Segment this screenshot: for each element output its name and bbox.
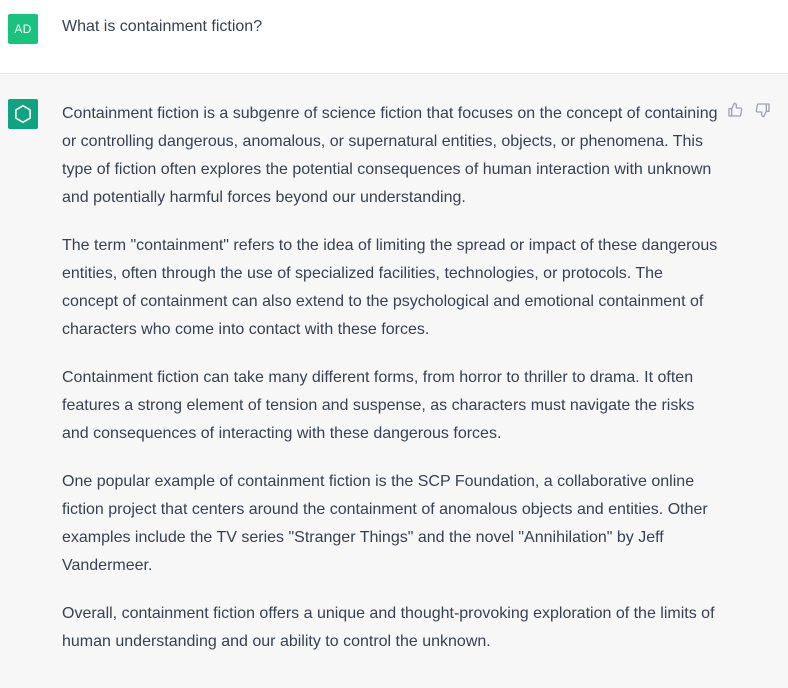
thumbs-up-icon[interactable] [726,101,744,119]
user-message-row [0,0,788,74]
user-message-text: What is containment fiction? [62,18,263,35]
user-avatar: AD [8,14,38,44]
assistant-message-text [62,100,722,676]
openai-logo-icon [8,99,38,129]
assistant-message-row [0,74,788,688]
answer-paragraph: One popular example of containment fiction is the SCP Foundation, a collaborative online fiction project that centers around the containment of anomalous objects and entities. Other examples include the TV series "Stranger Things" and the novel "Annihilation" by Jeff Vandermeer. [62,473,708,574]
feedback-buttons [726,101,772,119]
answer-paragraph: Containment fiction can take many different forms, from horror to thriller to drama. It often features a strong element of tension and suspense, as characters must navigate the risks and consequences of interacting with these dangerous forces. [62,369,695,442]
answer-paragraph: The term "containment" refers to the idea of limiting the spread or impact of these dangerous entities, often through the use of specialized facilities, technologies, or protocols. The concept of containment can also extend to the psychological and emotional containment of characters who come into contact with these forces. [62,237,718,338]
thumbs-down-icon[interactable] [754,101,772,119]
answer-paragraph: Containment fiction is a subgenre of science fiction that focuses on the concept of containing or controlling dangerous, anomalous, or supernatural entities, objects, or phenomena. This type of fiction often explores the potential consequences of human interaction with unknown and potentially harmful forces beyond our understanding. [62,105,718,206]
answer-paragraph: Overall, containment fiction offers a unique and thought-provoking exploration of the limits of human understanding and our ability to control the unknown. [62,605,715,650]
